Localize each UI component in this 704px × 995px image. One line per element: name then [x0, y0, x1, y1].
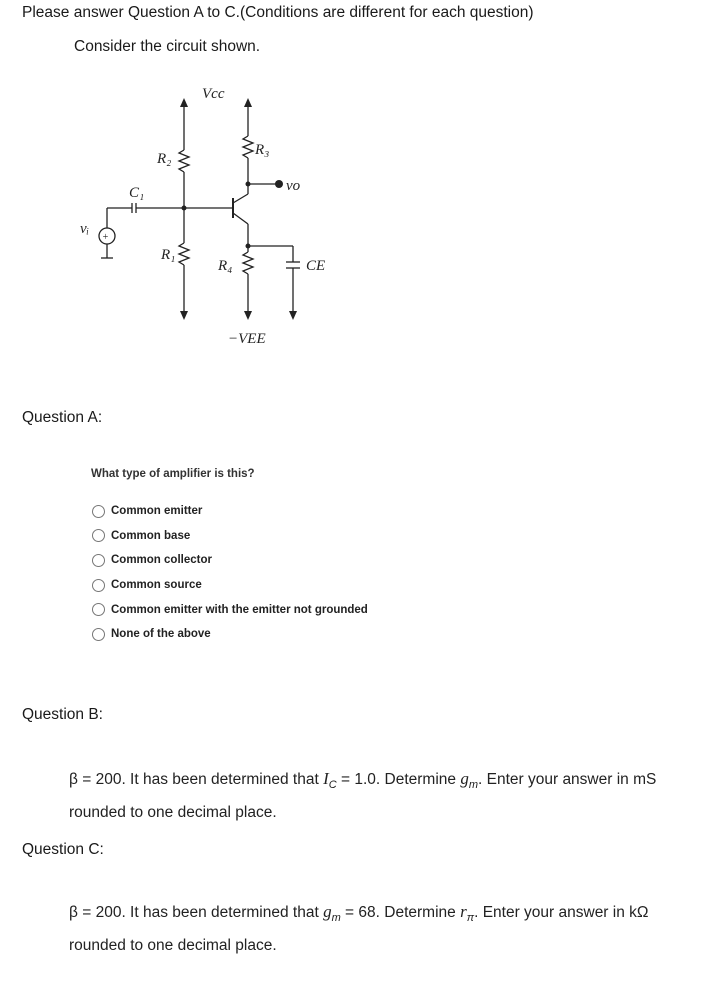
vi-label: vᵢ	[80, 221, 90, 237]
option-label: None of the above	[111, 628, 211, 641]
option-none[interactable]	[92, 622, 368, 647]
qb-beta: β = 200. It has been determined that	[69, 771, 324, 788]
option-ce-not-grounded[interactable]	[92, 597, 368, 622]
intro-text: Consider the circuit shown.	[74, 38, 261, 55]
svg-text:+: +	[102, 232, 109, 243]
question-c-label: Question C:	[22, 841, 104, 858]
vcc-label: Vcc	[202, 86, 225, 102]
qc-mid: = 68. Determine	[340, 904, 461, 921]
option-label: Common emitter	[111, 505, 203, 518]
answer-options	[92, 499, 368, 647]
qc-beta: β = 200. It has been determined that	[69, 904, 324, 921]
gm-symbol: g	[460, 769, 469, 788]
ic-symbol: I	[323, 769, 329, 788]
r4-label: R₄	[218, 258, 233, 274]
gm-symbol: g	[323, 902, 332, 921]
circuit-diagram	[70, 75, 330, 355]
question-b-text	[69, 765, 694, 826]
option-label: Common emitter with the emitter not grounded	[111, 603, 368, 616]
option-common-base[interactable]	[92, 524, 368, 549]
ic-sub: C	[328, 779, 337, 792]
radio-button[interactable]	[92, 603, 105, 616]
radio-button[interactable]	[92, 505, 105, 518]
option-label: Common base	[111, 529, 191, 542]
vo-label: vo	[286, 178, 301, 194]
r2-label: R₂	[157, 151, 172, 167]
gm-sub: m	[468, 779, 479, 792]
rpi-sub: π	[466, 912, 475, 925]
vee-label: −VEE	[228, 331, 266, 347]
page-heading: Please answer Question A to C.(Conditions are different for each question)	[22, 4, 534, 21]
option-common-collector[interactable]	[92, 548, 368, 573]
radio-button[interactable]	[92, 529, 105, 542]
question-b-label: Question B:	[22, 706, 103, 723]
radio-button[interactable]	[92, 554, 105, 567]
r3-label: R₃	[255, 142, 270, 158]
r1-label: R₁	[161, 247, 176, 263]
qb-tail: . Enter your answer in mS rounded to one decimal place.	[69, 771, 657, 822]
option-common-emitter[interactable]	[92, 499, 368, 524]
c1-label: C₁	[129, 185, 145, 201]
ce-label: CE	[306, 258, 326, 274]
qb-mid: = 1.0. Determine	[336, 771, 461, 788]
option-common-source[interactable]	[92, 573, 368, 598]
option-label: Common source	[111, 579, 202, 592]
radio-button[interactable]	[92, 628, 105, 641]
radio-button[interactable]	[92, 579, 105, 592]
rpi-symbol: r	[460, 902, 467, 921]
question-a-prompt: What type of amplifier is this?	[91, 468, 255, 480]
gm-sub: m	[331, 912, 341, 925]
option-label: Common collector	[111, 554, 212, 567]
qc-tail: . Enter your answer in kΩ rounded to one decimal place.	[69, 904, 649, 955]
question-c-text	[69, 898, 694, 959]
question-a-label: Question A:	[22, 409, 103, 426]
